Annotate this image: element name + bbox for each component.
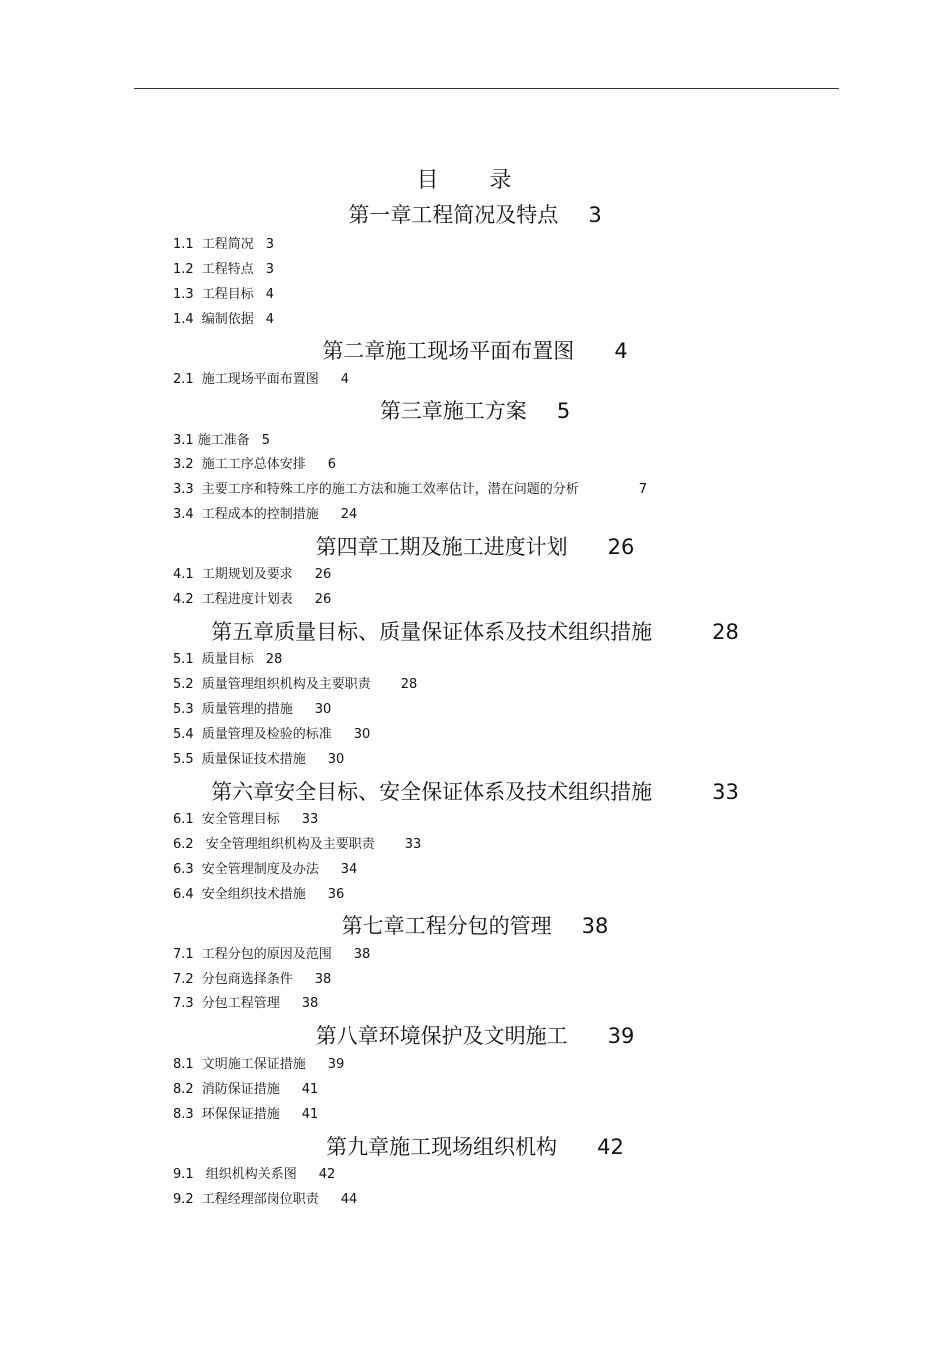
item-page: 5 [261,433,270,448]
chapter-4-heading[interactable] [0,532,950,562]
item-num: 5.3 [173,702,194,717]
item-num: 9.2 [173,1192,194,1207]
item-title: 安全组织技术措施 [201,887,306,902]
toc-item-5-4[interactable] [173,726,370,744]
item-page: 30 [327,752,345,767]
item-num: 7.1 [173,947,194,962]
item-page: 3 [265,262,274,277]
toc-item-3-4[interactable] [173,506,357,524]
item-page: 39 [327,1057,345,1072]
item-page: 28 [400,677,418,692]
chapter-title: 第六章安全目标、安全保证体系及技术组织措施 [211,780,653,804]
chapter-7-heading[interactable] [0,911,950,941]
item-page: 33 [404,837,422,852]
chapter-3-heading[interactable] [0,396,950,426]
item-title: 施工准备 [197,433,250,448]
toc-item-6-2[interactable] [173,836,421,854]
toc-item-6-3[interactable] [173,861,357,879]
chapter-title: 第四章工期及施工进度计划 [315,535,568,559]
item-title: 工程经理部岗位职责 [201,1192,319,1207]
item-title: 消防保证措施 [201,1082,280,1097]
toc-item-1-2[interactable] [173,261,274,279]
item-page: 38 [353,947,371,962]
item-page: 6 [327,457,336,472]
item-title: 质量保证技术措施 [201,752,306,767]
chapter-page: 39 [607,1024,635,1048]
item-title: 质量管理组织机构及主要职责 [201,677,371,692]
item-page: 36 [327,887,345,902]
item-title: 组织机构关系图 [205,1167,297,1182]
item-title: 工程简况 [201,237,254,252]
item-num: 3.2 [173,457,194,472]
toc-item-9-2[interactable] [173,1191,357,1209]
item-page: 38 [314,972,332,987]
item-title: 工程分包的原因及范围 [201,947,332,962]
item-title: 施工工序总体安排 [201,457,306,472]
item-page: 34 [340,862,358,877]
chapter-page: 33 [712,780,739,804]
item-page: 41 [301,1082,319,1097]
toc-item-1-4[interactable] [173,311,274,329]
item-page: 44 [340,1192,358,1207]
item-num: 7.3 [173,996,194,1011]
toc-item-7-1[interactable] [173,946,370,964]
item-title: 质量管理及检验的标准 [201,727,332,742]
item-page: 38 [301,996,319,1011]
item-title: 主要工序和特殊工序的施工方法和施工效率估计，潜在问题的分析 [201,482,579,497]
item-title: 工程特点 [201,262,254,277]
item-page: 4 [265,287,274,302]
toc-item-6-1[interactable] [173,811,318,829]
chapter-page: 26 [607,535,635,559]
item-num: 6.3 [173,862,194,877]
item-page: 42 [318,1167,336,1182]
chapter-2-heading[interactable] [0,336,950,366]
item-num: 3.1 [173,433,194,448]
toc-item-7-2[interactable] [173,971,331,989]
item-num: 6.4 [173,887,194,902]
item-title: 质量目标 [201,652,254,667]
chapter-page: 3 [588,203,602,227]
chapter-title: 第二章施工现场平面布置图 [322,339,575,363]
item-num: 5.5 [173,752,194,767]
item-num: 9.1 [173,1167,194,1182]
item-title: 施工现场平面布置图 [201,372,319,387]
item-title: 环保保证措施 [201,1107,280,1122]
chapter-9-heading[interactable] [0,1132,950,1162]
item-num: 1.4 [173,312,194,327]
toc-item-1-1[interactable] [173,236,274,254]
chapter-page: 42 [597,1135,624,1159]
toc-item-3-2[interactable] [173,456,336,474]
item-title: 编制依据 [201,312,254,327]
item-title: 分包商选择条件 [201,972,293,987]
item-num: 5.1 [173,652,194,667]
item-title: 工程目标 [201,287,254,302]
chapter-page: 4 [614,339,628,363]
chapter-page: 38 [581,914,609,938]
item-page: 26 [314,592,332,607]
chapter-page: 5 [556,399,571,423]
item-page: 33 [301,812,319,827]
item-page: 41 [301,1107,319,1122]
item-num: 2.1 [173,372,194,387]
item-page: 30 [353,727,371,742]
chapter-title: 第七章工程分包的管理 [341,914,552,938]
item-num: 1.2 [173,262,194,277]
toc-item-3-1[interactable] [173,432,270,450]
item-title: 安全管理组织机构及主要职责 [205,837,375,852]
item-num: 6.1 [173,812,194,827]
item-page: 3 [265,237,274,252]
toc-item-5-1[interactable] [173,651,282,669]
item-num: 3.3 [173,482,194,497]
item-num: 8.2 [173,1082,194,1097]
item-num: 5.4 [173,727,194,742]
item-num: 5.2 [173,677,194,692]
chapter-8-heading[interactable] [0,1021,950,1051]
toc-item-2-1[interactable] [173,371,349,389]
toc-item-8-1[interactable] [173,1056,344,1074]
item-title: 文明施工保证措施 [201,1057,306,1072]
toc-item-8-3[interactable] [173,1106,318,1124]
item-num: 3.4 [173,507,194,522]
chapter-page: 28 [712,620,739,644]
chapter-5-heading[interactable] [0,617,950,647]
item-page: 30 [314,702,332,717]
toc-item-4-1[interactable] [173,566,331,584]
item-title: 质量管理的措施 [201,702,293,717]
toc-item-6-4[interactable] [173,886,344,904]
item-title: 分包工程管理 [201,996,280,1011]
item-page: 4 [340,372,349,387]
item-page: 28 [265,652,283,667]
chapter-title: 第五章质量目标、质量保证体系及技术组织措施 [211,620,653,644]
item-num: 6.2 [173,837,194,852]
toc-item-8-2[interactable] [173,1081,318,1099]
item-page: 4 [265,312,274,327]
item-num: 4.2 [173,592,194,607]
item-page: 26 [314,567,332,582]
item-page: 24 [340,507,358,522]
toc-title: 目 录 [416,168,534,193]
toc-item-3-3[interactable] [173,481,647,499]
item-num: 8.1 [173,1057,194,1072]
item-title: 工程成本的控制措施 [201,507,319,522]
toc-item-5-3[interactable] [173,701,331,719]
item-num: 7.2 [173,972,194,987]
chapter-1-heading[interactable] [0,200,950,230]
toc-item-4-2[interactable] [173,591,331,609]
item-num: 8.3 [173,1107,194,1122]
chapter-title: 第一章工程简况及特点 [348,203,559,227]
item-num: 4.1 [173,567,194,582]
chapter-6-heading[interactable] [0,777,950,807]
item-num: 1.1 [173,237,194,252]
top-rule [134,88,839,89]
toc-item-1-3[interactable] [173,286,274,304]
chapter-title: 第九章施工现场组织机构 [326,1135,558,1159]
chapter-title: 第八章环境保护及文明施工 [315,1024,568,1048]
toc-item-5-2[interactable] [173,676,417,694]
item-title: 安全管理制度及办法 [201,862,319,877]
toc-item-9-1[interactable] [173,1166,335,1184]
toc-item-7-3[interactable] [173,995,318,1013]
item-title: 工程进度计划表 [201,592,293,607]
item-page: 7 [638,482,647,497]
toc-item-5-5[interactable] [173,751,344,769]
item-title: 工期规划及要求 [201,567,293,582]
chapter-title: 第三章施工方案 [379,399,527,423]
item-title: 安全管理目标 [201,812,280,827]
item-num: 1.3 [173,287,194,302]
